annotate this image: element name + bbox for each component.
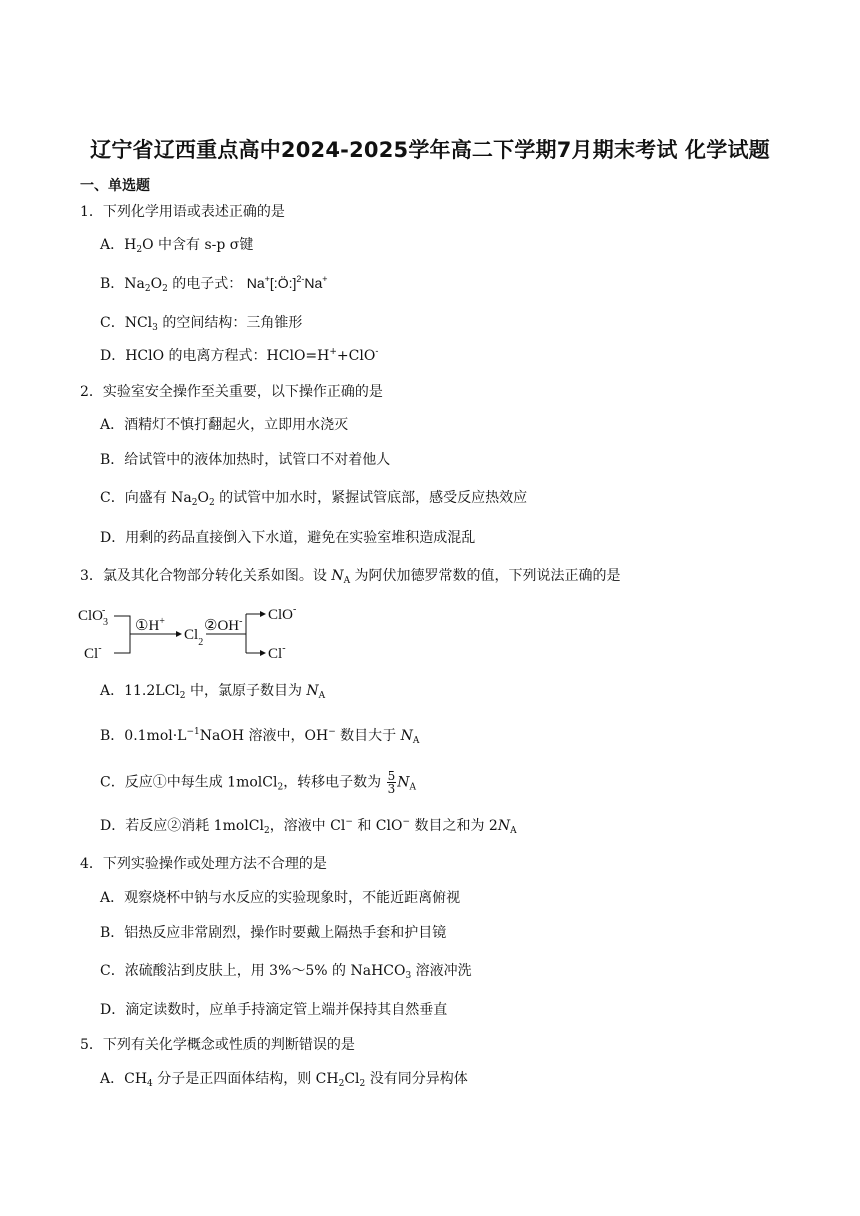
question-1-stem: 1．下列化学用语或表述正确的是: [80, 204, 285, 220]
diagram-arrowhead-3: [260, 611, 266, 617]
chlorine-conversion-diagram: [78, 602, 308, 664]
diagram-step-1-label: ①H+: [135, 616, 165, 634]
section-heading: 一、单选题: [80, 178, 150, 194]
diagram-arrowhead-4: [260, 650, 266, 656]
question-4-option-a: A．观察烧杯中钠与水反应的实验现象时，不能近距离俯视: [100, 890, 461, 906]
question-1-option-b: B．$Na_2O_2$ 的电子式： Na+[:Ö:]$^{2-}$Na+: [100, 274, 328, 294]
question-1-option-a: A．$H_2O$ 中含有 s-p σ键: [100, 237, 254, 255]
question-4-stem: 4．下列实验操作或处理方法不合理的是: [80, 856, 327, 872]
question-3-option-b: B．$0.1mol\cdot L^{-1}NaOH$ 溶液中，OH− 数目大于 $N_A$: [100, 727, 420, 746]
question-3-stem: 3．氯及其化合物部分转化关系如图。设 $N_A$ 为阿伏加德罗常数的值，下列说法正确的是: [80, 568, 621, 586]
question-5-option-a: A．$CH_4$ 分子是正四面体结构，则 $CH_2Cl_2$ 没有同分异构体: [100, 1071, 468, 1089]
question-2-option-d: D．用剩的药品直接倒入下水道，避免在实验室堆积造成混乱: [100, 530, 476, 546]
question-3-option-a: A．11.2LCl$_2$ 中，氯原子数目为 $N_A$: [100, 683, 326, 701]
question-1-option-c: C．NCl$_3$ 的空间结构：三角锥形: [100, 315, 303, 333]
diagram-cl2-label: $Cl_2$: [184, 627, 204, 648]
question-4-option-c: C．浓硫酸沾到皮肤上，用 3%～5% 的 NaHCO$_3$ 溶液冲洗: [100, 963, 472, 981]
diagram-clo3-label: ClO$_3$-: [78, 605, 109, 628]
question-2-option-a: A．酒精灯不慎打翻起火，立即用水浇灭: [100, 417, 349, 433]
question-5-stem: 5．下列有关化学概念或性质的判断错误的是: [80, 1037, 355, 1053]
question-1-option-d: D．HClO 的电离方程式：HClO=H++ClO-: [100, 347, 379, 364]
diagram-bracket: [114, 616, 130, 653]
page-title: 辽宁省辽西重点高中2024-2025学年高二下学期7月期末考试 化学试题: [90, 138, 770, 162]
question-4-option-d: D．滴定读数时，应单手持滴定管上端并保持其自然垂直: [100, 1002, 448, 1018]
question-3-option-d: D．若反应②消耗 1molCl$_2$，溶液中 Cl− 和 ClO− 数目之和为 $2N_A$: [100, 817, 517, 836]
electron-formula: Na+[:Ö:]$^{2-}$Na+: [246, 274, 328, 291]
diagram-arrowhead-1: [176, 631, 182, 637]
diagram-cl-minus-label: Cl-: [84, 643, 102, 662]
question-3-option-c: C．反应①中每生成 1molCl$_2$，转移电子数为 $\frac{5}{3}$ $N_A$: [100, 769, 417, 796]
question-4-option-b: B．铝热反应非常剧烈，操作时要戴上隔热手套和护目镜: [100, 925, 447, 941]
diagram-product-clo-label: ClO-: [268, 604, 297, 623]
diagram-step-2-label: ②OH-: [204, 616, 243, 634]
question-2-option-b: B．给试管中的液体加热时，试管口不对着他人: [100, 452, 391, 468]
question-2-option-c: C．向盛有 $Na_2O_2$ 的试管中加水时，紧握试管底部，感受反应热效应: [100, 490, 528, 508]
diagram-product-cl-label: Cl-: [268, 643, 286, 662]
fraction-5-3: $\frac{5}{3}$: [387, 769, 396, 796]
question-2-stem: 2．实验室安全操作至关重要，以下操作正确的是: [80, 384, 383, 400]
